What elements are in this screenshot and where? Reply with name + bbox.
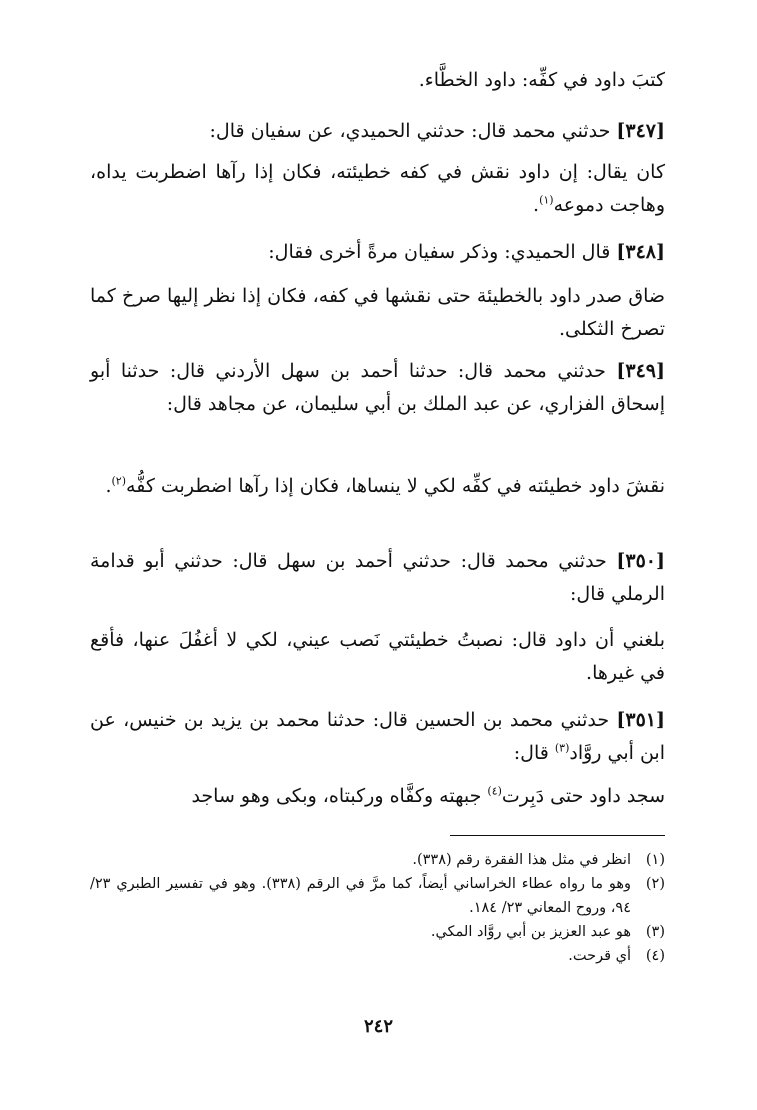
paragraph-text: قال: [513, 742, 555, 764]
paragraph-text: حدثني محمد قال: حدثنا أحمد بن سهل الأردني قال: حدثنا أبو إسحاق الفزاري، عن عبد الملك بن أبي سليمان، عن مجاهد قال: [90, 360, 665, 415]
paragraph-text: حدثني محمد قال: حدثني أحمد بن سهل قال: حدثني أبو قدامة الرملي قال: [90, 550, 665, 605]
entry-348-heading [90, 236, 665, 269]
paragraph-text: قال الحميدي: وذكر سفيان مرةً أخرى فقال: [268, 241, 611, 263]
entry-351-heading [90, 704, 665, 770]
footnote-text: هو عبد العزيز بن أبي روَّاد المكي. [430, 924, 631, 940]
entry-350-text [90, 624, 665, 690]
entry-number: [٣٥٠] [616, 550, 666, 572]
entry-351-text [90, 780, 665, 813]
footnotes [90, 848, 665, 968]
entry-number: [٣٤٨] [616, 241, 665, 263]
paragraph-text: جبهته وكفَّاه وركبتاه، وبكى وهو ساجد [191, 785, 488, 807]
entry-number: [٣٤٩] [616, 360, 665, 382]
footnote-1 [90, 848, 665, 872]
footnote-ref-1[interactable]: (١) [539, 193, 554, 207]
entry-349-heading [90, 355, 665, 421]
footnote-mark: (٣) [645, 924, 665, 940]
footnote-2 [90, 872, 665, 920]
footnote-4 [90, 944, 665, 968]
footnote-mark: (٢) [645, 876, 665, 892]
paragraph-end: . [533, 194, 540, 216]
paragraph-end: . [105, 475, 112, 497]
footnote-ref-3[interactable]: (٣) [554, 741, 570, 755]
footnote-3 [90, 920, 665, 944]
entry-number: [٣٥١] [616, 709, 665, 731]
footnote-mark: (٤) [645, 948, 665, 964]
paragraph-text: بلغني أن داود قال: نصبتُ خطيئتي نَصب عيني، لكي لا أغفُلَ عنها، فأقع في غيرها. [90, 629, 665, 684]
footnote-text: انظر في مثل هذا الفقرة رقم (٣٣٨). [412, 852, 631, 868]
footnote-divider [450, 835, 665, 836]
paragraph-text: ضاق صدر داود بالخطيئة حتى نقشها في كفه، فكان إذا نظر إليها صرخ كما تصرخ الثكلى. [90, 285, 665, 340]
paragraph-1 [90, 64, 665, 97]
paragraph-text: سجد داود حتى دَبِرت [501, 785, 665, 807]
entry-347-heading [90, 115, 665, 148]
footnote-ref-2[interactable]: (٢) [111, 474, 127, 488]
footnote-mark: (١) [645, 852, 665, 868]
footnote-text: وهو ما رواه عطاء الخراساني أيضاً، كما مرَّ في الرقم (٣٣٨). وهو في تفسير الطبري ٢٣/ ٩٤، وروح المعاني ٢٣/ ١٨٤. [90, 876, 632, 916]
entry-347-text [90, 156, 665, 222]
paragraph-text: كان يقال: إن داود نقش في كفه خطيئته، فكان إذا رآها اضطربت يداه، وهاجت دموعه [90, 161, 665, 216]
entry-349-text [90, 470, 665, 503]
footnote-text: أي قرحت. [568, 948, 631, 964]
paragraph-text: حدثني محمد بن الحسين قال: حدثنا محمد بن يزيد بن خنيس، عن ابن أبي روَّاد [90, 709, 665, 764]
paragraph-text: حدثني محمد قال: حدثني الحميدي، عن سفيان قال: [209, 120, 611, 142]
entry-348-text [90, 280, 665, 346]
paragraph-text: كتبَ داود في كفِّه: داود الخطَّاء. [418, 69, 665, 91]
footnote-ref-4[interactable]: (٤) [487, 784, 502, 798]
page-number: ٢٤٢ [363, 1016, 393, 1037]
entry-number: [٣٤٧] [616, 120, 665, 142]
entry-350-heading [90, 545, 665, 611]
paragraph-text: نقشَ داود خطيئته في كفِّه لكي لا ينساها، فكان إذا رآها اضطربت كفُّه [126, 475, 665, 497]
